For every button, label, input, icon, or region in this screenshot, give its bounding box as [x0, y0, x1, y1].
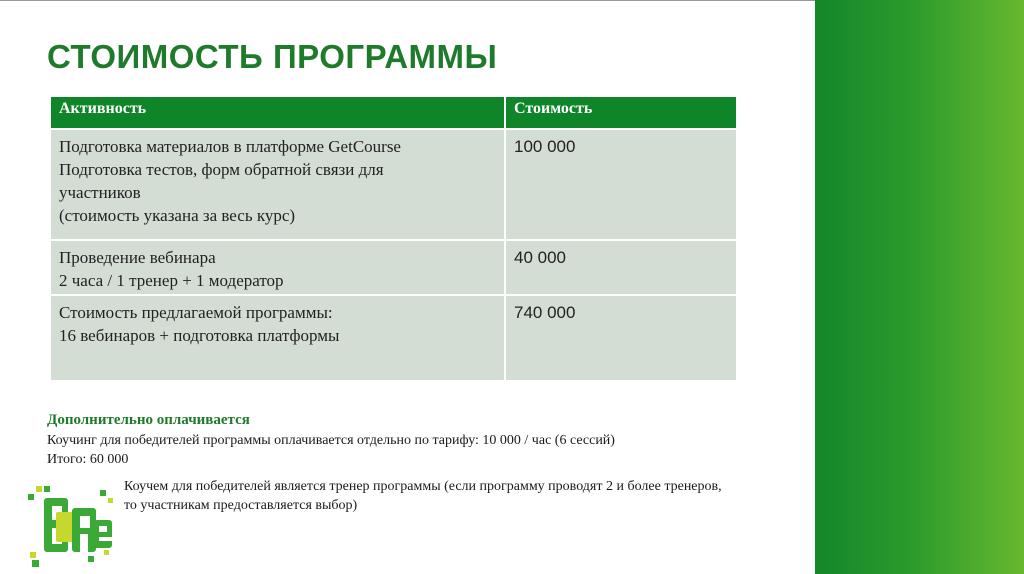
logo-icon — [28, 486, 118, 568]
activity-line: Проведение вебинара — [59, 248, 216, 267]
extra-line: Коучинг для победителей программы оплачивается отдельно по тарифу: 10 000 / час (6 сессий) — [47, 433, 615, 448]
activity-line: Подготовка материалов в платформе GetCourse — [59, 137, 401, 156]
top-divider — [0, 0, 815, 1]
table-row — [50, 129, 737, 240]
activity-line: 16 вебинаров + подготовка платформы — [59, 326, 340, 345]
activity-cell — [50, 240, 505, 295]
header-cost: Стоимость — [505, 96, 737, 129]
activity-line: (стоимость указана за весь курс) — [59, 206, 296, 225]
extra-total: Итого: 60 000 — [47, 452, 129, 467]
page-title: СТОИМОСТЬ ПРОГРАММЫ — [47, 38, 498, 75]
cost-table — [49, 95, 738, 382]
table-row — [50, 295, 737, 381]
table-header-row — [50, 96, 737, 129]
cost-cell: 40 000 — [505, 240, 737, 295]
side-green-band — [815, 0, 1024, 574]
activity-cell — [50, 295, 505, 381]
table-row — [50, 240, 737, 295]
activity-line: 2 часа / 1 тренер + 1 модератор — [59, 271, 284, 290]
header-activity: Активность — [50, 96, 505, 129]
cost-cell: 740 000 — [505, 295, 737, 381]
activity-cell — [50, 129, 505, 240]
cost-cell: 100 000 — [505, 129, 737, 240]
coach-note: Коучем для победителей является тренер программы (если программу проводят 2 и более тренеров, то участникам предоставляется выбор) — [124, 479, 722, 513]
extra-heading: Дополнительно оплачивается — [47, 412, 250, 428]
activity-line: Подготовка тестов, форм обратной связи для — [59, 160, 384, 179]
activity-line: Стоимость предлагаемой программы: — [59, 303, 333, 322]
activity-line: участников — [59, 183, 141, 202]
